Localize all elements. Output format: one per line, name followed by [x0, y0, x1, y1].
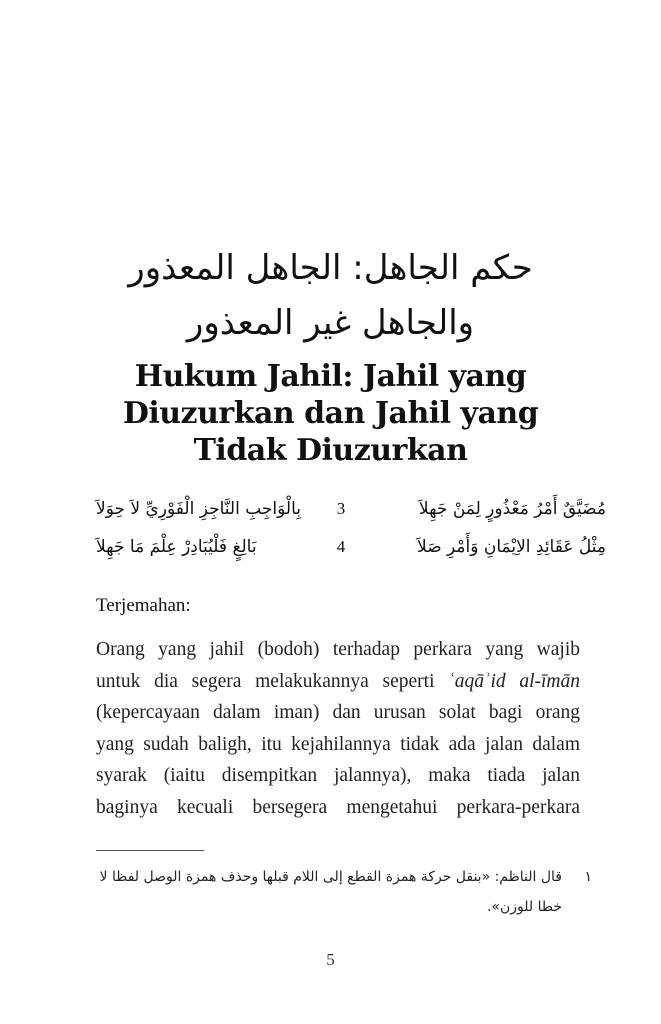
- chapter-title-line-2: Diuzurkan dan Jahil yang: [122, 396, 539, 431]
- verse-hemistich-second: بِالْوَاجِبِ النَّاجِزِ الْفَوْرِيِّ لاَ حِوَلاَ: [96, 499, 301, 519]
- paragraph-line: (kepercayaan dalam iman) dan urusan solat bagi orang: [96, 702, 580, 723]
- verse-number: 3: [336, 499, 346, 518]
- verse-number: 4: [336, 537, 346, 556]
- chapter-title-line-3: Tidak Diuzurkan: [193, 433, 468, 468]
- paragraph-line: [96, 666, 580, 698]
- footnote-divider: [96, 850, 204, 851]
- verse-hemistich-first: مِثْلُ عَقَائِدِ الاِيْمَانِ وَأَمْرِ صَلاَ: [417, 537, 606, 557]
- verse-3: [96, 495, 606, 529]
- footnote-number: ١: [584, 869, 592, 885]
- footnote-line-2: خطا للوزن».: [486, 899, 562, 915]
- page-number: 5: [326, 950, 335, 969]
- paragraph-text: untuk dia segera melakukannya seperti: [96, 670, 449, 692]
- paragraph-line: yang sudah baligh, itu kejahilannya tidak ada jalan dalam: [96, 733, 580, 755]
- transliterated-term: ʿaqāʾid al-īmān: [448, 670, 580, 692]
- verse-hemistich-first: مُضَيَّقٌ أَمْرُ مَعْذُورٍ لِمَنْ جَهِلاَ: [418, 499, 606, 519]
- paragraph-line: Orang yang jahil (bodoh) terhadap perkara yang wajib: [96, 639, 580, 660]
- arabic-title-line-2: والجاهل غير المعذور: [186, 303, 475, 343]
- chapter-title-line-1: Hukum Jahil: Jahil yang: [134, 359, 527, 394]
- footnote: [96, 862, 592, 922]
- footnote-line-1: [96, 862, 592, 892]
- paragraph-line: syarak (iaitu disempitkan jalannya), maka tiada jalan: [96, 765, 580, 786]
- paragraph-line: baginya kecuali bersegera mengetahui perkara-perkara: [96, 796, 580, 818]
- verse-4: [96, 533, 606, 567]
- footnote-text: قال الناظم: «بنقل حركة همزة القطع إلى اللام قبلها وحذف همزة الوصل لفظا لا: [99, 869, 562, 885]
- arabic-title-line-1: حكم الجاهل: الجاهل المعذور: [128, 248, 533, 288]
- translation-heading: Terjemahan:: [96, 595, 191, 616]
- translation-paragraph: [96, 634, 580, 823]
- chapter-title: [90, 358, 571, 469]
- verse-hemistich-second: بَالِغٍ فَلْيُبَادِرْ عِلْمَ مَا جَهِلاَ: [96, 537, 257, 557]
